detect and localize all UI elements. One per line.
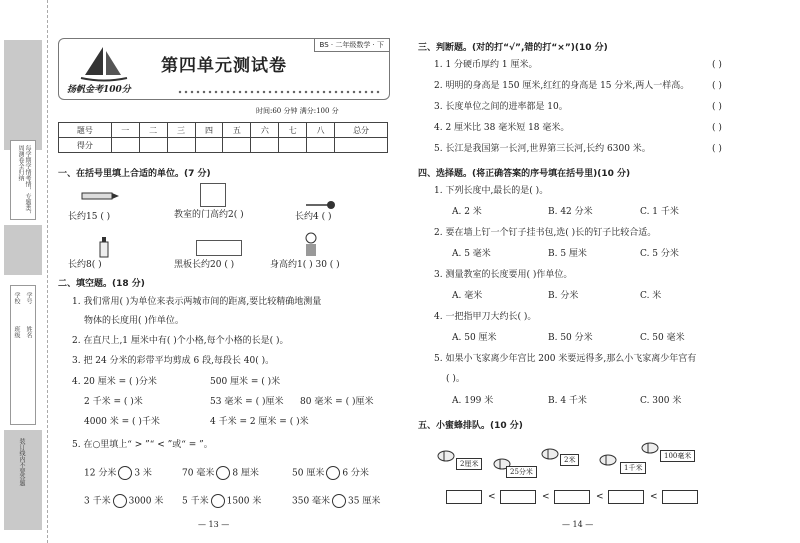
- less-than-sign: <: [650, 492, 658, 502]
- s2-conv-2: 500 厘米 = ( )米: [210, 377, 281, 387]
- s2-conv-5: 80 毫米 = ( )厘米: [300, 397, 374, 407]
- option[interactable]: C. 300 米: [640, 396, 682, 406]
- answer-paren[interactable]: ( ): [712, 144, 722, 154]
- page-title: 第四单元测试卷: [161, 56, 287, 76]
- answer-box[interactable]: [500, 490, 536, 504]
- table-cell: 八: [307, 123, 335, 138]
- binding-sidebar: [0, 0, 48, 543]
- score-cell[interactable]: [251, 138, 279, 153]
- s2-conv-6: 4000 米 = ( )千米: [84, 417, 160, 427]
- answer-box[interactable]: [554, 490, 590, 504]
- door-picture: [200, 183, 226, 207]
- table-cell: 四: [195, 123, 223, 138]
- s2-line-4: 3. 把 24 分米的彩带平均剪成 6 段,每段长 40( )。: [72, 356, 275, 366]
- child-icon: [302, 232, 320, 258]
- edition-tag: BS · 二年级数学 · 下: [314, 38, 390, 52]
- bee-icon: [540, 446, 560, 460]
- s3-item-3: 3. 长度单位之间的进率都是 10。: [434, 102, 568, 112]
- score-table: [58, 122, 388, 153]
- less-than-sign: <: [596, 492, 604, 502]
- dotted-divider: [177, 90, 382, 94]
- sidebar-bottom-label: 装订线内不要答题: [18, 438, 25, 486]
- score-cell[interactable]: [139, 138, 167, 153]
- bee-icon: [640, 440, 660, 454]
- s2-conv-7: 4 千米 = 2 厘米 = ( )米: [210, 417, 309, 427]
- answer-box[interactable]: [446, 490, 482, 504]
- compare-left: 350 毫米: [292, 496, 331, 507]
- answer-paren[interactable]: ( ): [712, 60, 722, 70]
- compare-left: 5 千米: [182, 496, 209, 507]
- score-cell[interactable]: [307, 138, 335, 153]
- s2-conv-4: 53 毫米 = ( )厘米: [210, 397, 284, 407]
- score-table-header-row: [59, 123, 388, 138]
- s4-q2-stem: 2. 要在墙上钉一个钉子挂书包,选( )长的钉子比较合适。: [434, 228, 657, 238]
- compare-item: [292, 466, 369, 480]
- compare-left: 12 分米: [84, 468, 117, 479]
- option[interactable]: A. 199 米: [452, 396, 494, 406]
- bee-icon: [598, 452, 618, 466]
- score-cell[interactable]: [111, 138, 139, 153]
- option[interactable]: A. 毫米: [452, 291, 483, 301]
- compare-item: [182, 466, 259, 480]
- score-cell[interactable]: [279, 138, 307, 153]
- page-number-left: — 13 —: [198, 520, 230, 529]
- s3-item-2: 2. 明明的身高是 150 厘米,红红的身高是 15 分米,两人一样高。: [434, 81, 690, 91]
- option[interactable]: A. 2 米: [452, 207, 482, 217]
- s1-item-1: 长约15 ( ): [68, 212, 111, 222]
- s4-q4-stem: 4. 一把指甲刀大约长( )。: [434, 312, 537, 322]
- s3-item-5: 5. 长江是我国第一长河,世界第三长河,长约 6300 米。: [434, 144, 651, 154]
- compare-left: 50 厘米: [292, 468, 325, 479]
- bee-label-1: 2厘米: [456, 458, 482, 470]
- compare-circle[interactable]: [326, 466, 340, 480]
- s2-line-2: 物体的长度用( )作单位。: [84, 316, 184, 326]
- s2-line-3: 2. 在直尺上,1 厘米中有( )个小格,每个小格的长是( )。: [72, 336, 289, 346]
- score-cell[interactable]: [335, 138, 388, 153]
- bee-label-2: 25分米: [506, 466, 537, 478]
- exam-meta: 时间:60 分钟 满分:100 分: [256, 107, 339, 115]
- compare-right: 8 厘米: [232, 468, 259, 479]
- page-number-right: — 14 —: [562, 520, 594, 529]
- compare-left: 70 毫米: [182, 468, 215, 479]
- compare-right: 3000 米: [128, 496, 164, 507]
- option[interactable]: B. 42 分米: [548, 207, 593, 217]
- compare-right: 35 厘米: [348, 496, 381, 507]
- answer-paren[interactable]: ( ): [712, 102, 722, 112]
- sidebar-label-class: 班级: [13, 326, 20, 338]
- option[interactable]: B. 50 分米: [548, 333, 593, 343]
- header-box: [58, 38, 390, 100]
- answer-paren[interactable]: ( ): [712, 81, 722, 91]
- answer-box[interactable]: [662, 490, 698, 504]
- compare-circle[interactable]: [332, 494, 346, 508]
- option[interactable]: A. 5 毫米: [452, 249, 491, 259]
- option[interactable]: C. 1 千米: [640, 207, 679, 217]
- less-than-sign: <: [542, 492, 550, 502]
- compare-item: [292, 494, 380, 508]
- s4-q1-stem: 1. 下列长度中,最长的是( )。: [434, 186, 549, 196]
- s1-item-3: 长约4 ( ): [295, 212, 332, 222]
- option[interactable]: A. 50 厘米: [452, 333, 497, 343]
- option[interactable]: C. 5 分米: [640, 249, 679, 259]
- compare-item: [84, 466, 152, 480]
- sidebar-bottom-band: [4, 430, 42, 530]
- s4-q5-stem-2: ( )。: [446, 374, 465, 384]
- table-cell: 二: [139, 123, 167, 138]
- s1-item-2: 教室的门高约2( ): [174, 210, 244, 220]
- section-3-heading: 三、判断题。(对的打“√”,错的打“×”)(10 分): [418, 43, 608, 53]
- sidebar-notes-box: [10, 140, 36, 220]
- option[interactable]: C. 50 毫米: [640, 333, 685, 343]
- compare-right: 3 米: [134, 468, 152, 479]
- s2-conv-3: 2 千米 = ( )米: [84, 397, 143, 407]
- bee-label-3: 2米: [560, 454, 579, 466]
- score-cell[interactable]: [195, 138, 223, 153]
- compare-left: 3 千米: [84, 496, 111, 507]
- s1-item-4: 长约8( ): [68, 260, 102, 270]
- option[interactable]: C. 米: [640, 291, 662, 301]
- table-cell: 一: [111, 123, 139, 138]
- s2-conv-1: 4. 20 厘米 = ( )分米: [72, 377, 157, 387]
- table-cell: 五: [223, 123, 251, 138]
- sidebar-label-id: 学号: [25, 292, 32, 304]
- s1-item-6: 身高约1( ) 30 ( ): [270, 260, 340, 270]
- compare-circle[interactable]: [216, 466, 230, 480]
- s4-q5-stem: 5. 如果小飞家离少年宫比 200 米要远得多,那么小飞家离少年宫有: [434, 354, 697, 364]
- bottle-icon: [96, 236, 112, 258]
- sidebar-top-band: [4, 40, 42, 150]
- option[interactable]: B. 4 千米: [548, 396, 587, 406]
- answer-box[interactable]: [608, 490, 644, 504]
- compare-item: [182, 494, 261, 508]
- blackboard-picture: [196, 240, 242, 256]
- compare-circle[interactable]: [113, 494, 127, 508]
- compare-circle[interactable]: [118, 466, 132, 480]
- option[interactable]: B. 5 厘米: [548, 249, 587, 259]
- score-table-score-row: [59, 138, 388, 153]
- s2-line-1: 1. 我们常用( )为单位来表示两城市间的距离,要比较精确地测量: [72, 297, 322, 307]
- answer-paren[interactable]: ( ): [712, 123, 722, 133]
- bee-icon: [436, 448, 456, 462]
- compare-item: [84, 494, 163, 508]
- s3-item-1: 1. 1 分硬币厚约 1 厘米。: [434, 60, 538, 70]
- s2-compare-intro: 5. 在○里填上“ > ”“ < ”或“ = ”。: [72, 440, 213, 450]
- key-icon: [306, 200, 336, 210]
- s3-item-4: 4. 2 厘米比 38 毫米短 18 毫米。: [434, 123, 570, 133]
- table-cell: 题号: [59, 123, 112, 138]
- score-cell[interactable]: [223, 138, 251, 153]
- compare-right: 6 分米: [342, 468, 369, 479]
- table-cell: 六: [251, 123, 279, 138]
- table-cell: 总分: [335, 123, 388, 138]
- bee-label-5: 100毫米: [660, 450, 695, 462]
- sidebar-label-name: 姓名: [25, 326, 32, 338]
- bee-label-4: 1千米: [620, 462, 646, 474]
- s4-q3-stem: 3. 测量教室的长度要用( )作单位。: [434, 270, 573, 280]
- less-than-sign: <: [488, 492, 496, 502]
- section-1-heading: 一、在括号里填上合适的单位。(7 分): [58, 169, 211, 179]
- brand-label: 扬帆金考100分: [67, 85, 131, 95]
- sidebar-info-box: [10, 285, 36, 425]
- compare-right: 1500 米: [226, 496, 262, 507]
- section-4-heading: 四、选择题。(将正确答案的序号填在括号里)(10 分): [418, 169, 631, 179]
- sidebar-mid-band: [4, 225, 42, 275]
- section-2-heading: 二、填空题。(18 分): [58, 279, 145, 289]
- sidebar-label-school: 学校: [13, 292, 20, 304]
- table-cell: 得分: [59, 138, 112, 153]
- compare-circle[interactable]: [211, 494, 225, 508]
- pencil-icon: [80, 190, 120, 202]
- s1-item-5: 黑板长约20 ( ): [174, 260, 235, 270]
- section-5-heading: 五、小蜜蜂排队。(10 分): [418, 421, 523, 431]
- table-cell: 三: [167, 123, 195, 138]
- score-cell[interactable]: [167, 138, 195, 153]
- sidebar-notes: 每学期学情考情，专题类，周测卷全归纳: [17, 145, 31, 217]
- table-cell: 七: [279, 123, 307, 138]
- option[interactable]: B. 分米: [548, 291, 579, 301]
